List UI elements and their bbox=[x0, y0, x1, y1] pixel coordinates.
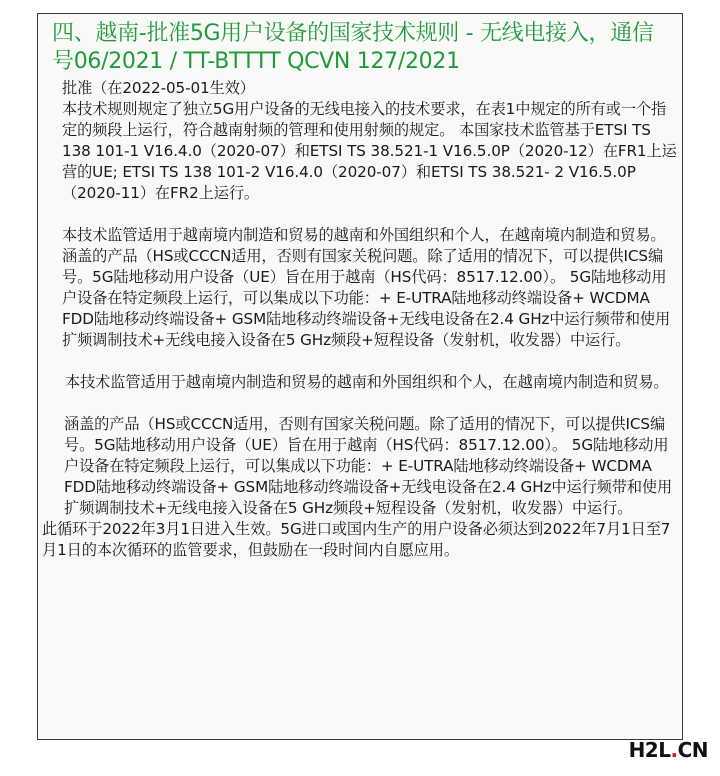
document-title: 四、越南-批准5G用户设备的国家技术规则 - 无线电接入，通信号06/2021 / TT-BTTTT QCVN 127/2021 bbox=[52, 21, 654, 74]
site-watermark-logo: H2L.CN bbox=[628, 738, 708, 762]
paragraph-scope: 本技术规则规定了独立5G用户设备的无线电接入的技术要求，在表1中规定的所有或一个指定的频段上运行，符合越南射频的管理和使用射频的规定。 本国家技术监管基于ETSI TS 138 101-1 V16.4.0（2020-07）和ETSI TS 38.521-1 V16.5.0P（2020-12）在FR1上运营的UE; ETSI TS 138 101-2 V16.4.0（2020-07）和ETSI TS 38.521- 2 V16.5.0P（2020-11）在FR2上运行。 bbox=[62, 100, 677, 202]
paragraph-effective-date: 此循环于2022年3月1日进入生效。5G进口或国内生产的用户设备必须达到2022年7月1日至7月1日的本次循环的监管要求，但鼓励在一段时间内自愿应用。 bbox=[42, 520, 671, 559]
paragraph-applicability-products: 本技术监管适用于越南境内制造和贸易的越南和外国组织和个人，在越南境内制造和贸易。涵盖的产品（HS或CCCN适用，否则有国家关税问题。除了适用的情况下，可以提供ICS编号。5G陆地移动用户设备（UE）旨在用于越南（HS代码：8517.12.00）。 5G陆地移动用户设备在特定频段上运行，可以集成以下功能：+ E-UTRA陆地移动终端设备+ WCDMA FDD陆地移动终端设备+ GSM陆地移动终端设备+无线电设备在2.4 GHz中运行频带和使用扩频调制技术+无线电接入设备在5 GHz频段+短程设备（发射机，收发器）中运行。 bbox=[62, 226, 671, 349]
paragraph-products: 涵盖的产品（HS或CCCN适用，否则有国家关税问题。除了适用的情况下，可以提供ICS编号。5G陆地移动用户设备（UE）旨在用于越南（HS代码：8517.12.00）。 5G陆地移动用户设备在特定频段上运行，可以集成以下功能：+ E-UTRA陆地移动终端设备+ WCDMA FDD陆地移动终端设备+ GSM陆地移动终端设备+无线电设备在2.4 GHz中运行频带和使用扩频调制技术+无线电接入设备在5 GHz频段+短程设备（发射机，收发器）中运行。 bbox=[64, 415, 673, 517]
document-body bbox=[42, 78, 678, 561]
paragraph-applicability: 本技术监管适用于越南境内制造和贸易的越南和外国组织和个人，在越南境内制造和贸易。 bbox=[65, 373, 669, 391]
approval-line: 批准（在2022-05-01生效） bbox=[62, 79, 255, 97]
